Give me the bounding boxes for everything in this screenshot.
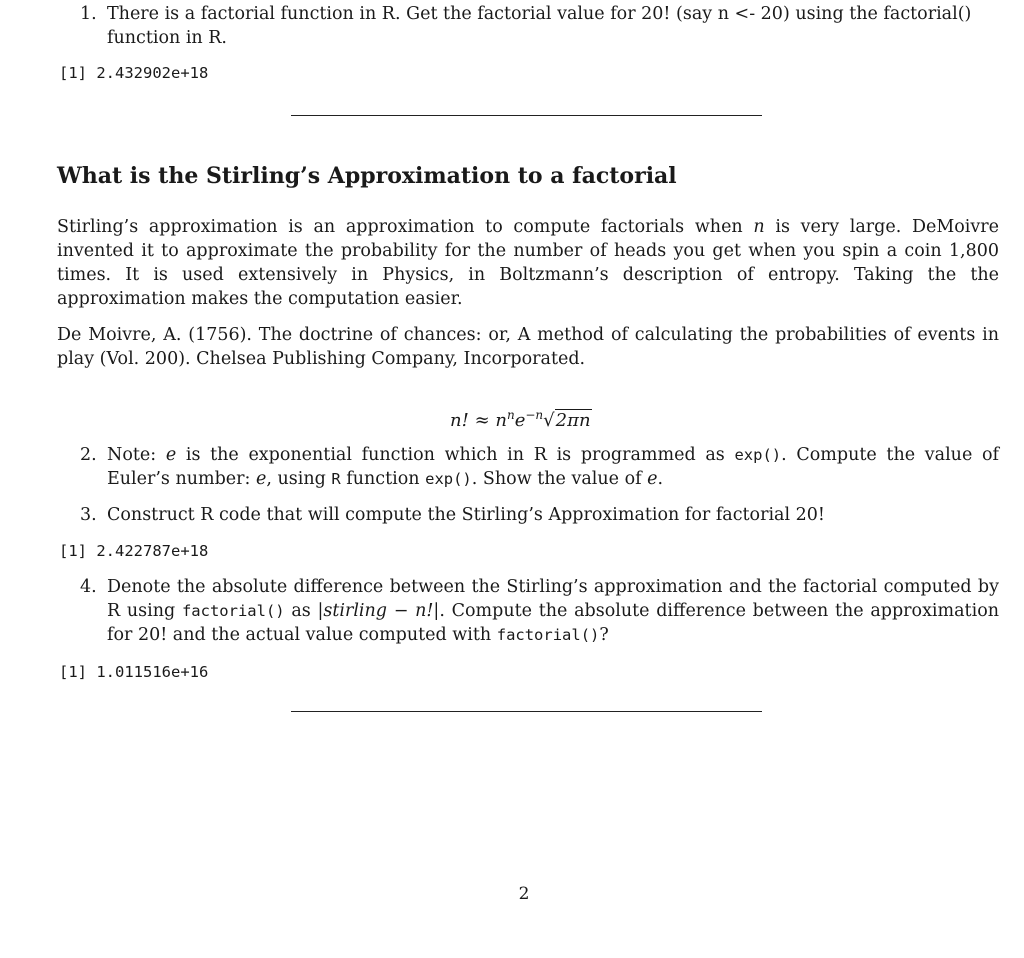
list-item-text: Note: e is the exponential function which in R is programmed as exp(). Compute the value of Euler’s number: e, using R function exp(). Show the value of e. — [107, 445, 999, 489]
stirling-formula: n! ≈ $n^ne^{-n}√2\pi n$ — [450, 402, 592, 434]
list-item-3 — [80, 503, 999, 527]
square-root: √2πn — [543, 410, 591, 431]
list-item-1 — [80, 2, 999, 50]
r-output-factorial: [1] 2.432902e+18 — [59, 64, 209, 82]
list-item-text: There is a factorial function in R. Get the factorial value for 20! (say n <- 20) using the factorial() function in R. — [107, 4, 972, 48]
list-item-2 — [80, 443, 999, 491]
r-output-stirling: [1] 2.422787e+18 — [59, 542, 209, 560]
list-item-4 — [80, 575, 999, 647]
list-item-text: Construct R code that will compute the Stirling’s Approximation for factorial 20! — [107, 505, 825, 525]
horizontal-rule — [291, 711, 762, 712]
page-number: 2 — [518, 884, 530, 904]
r-output-difference: [1] 1.011516e+16 — [59, 663, 209, 681]
list-item-text: Denote the absolute difference between the Stirling’s approximation and the factorial computed by R using factorial() as |stirling − n!|. Compute the absolute difference between the approximation for 20! and the actual value computed with factorial()? — [107, 577, 999, 645]
list-number: 4. — [80, 577, 97, 597]
citation-paragraph: De Moivre, A. (1756). The doctrine of chances: or, A method of calculating the probabilities of events in play (Vol. 200). Chelsea Publishing Company, Incorporated. — [57, 325, 999, 369]
section-heading: What is the Stirling’s Approximation to a factorial — [57, 163, 677, 189]
list-number: 1. — [80, 4, 97, 24]
intro-paragraph: Stirling’s approximation is an approximation to compute factorials when n is very large. DeMoivre invented it to approximate the probability for the number of heads you get when you spin a coin 1,800 times. It is used extensively in Physics, in Boltzmann’s description of entropy. Taking the the approximation makes the computation easier. — [57, 217, 1000, 309]
list-number: 3. — [80, 505, 97, 525]
horizontal-rule — [291, 115, 762, 116]
list-number: 2. — [80, 445, 97, 465]
